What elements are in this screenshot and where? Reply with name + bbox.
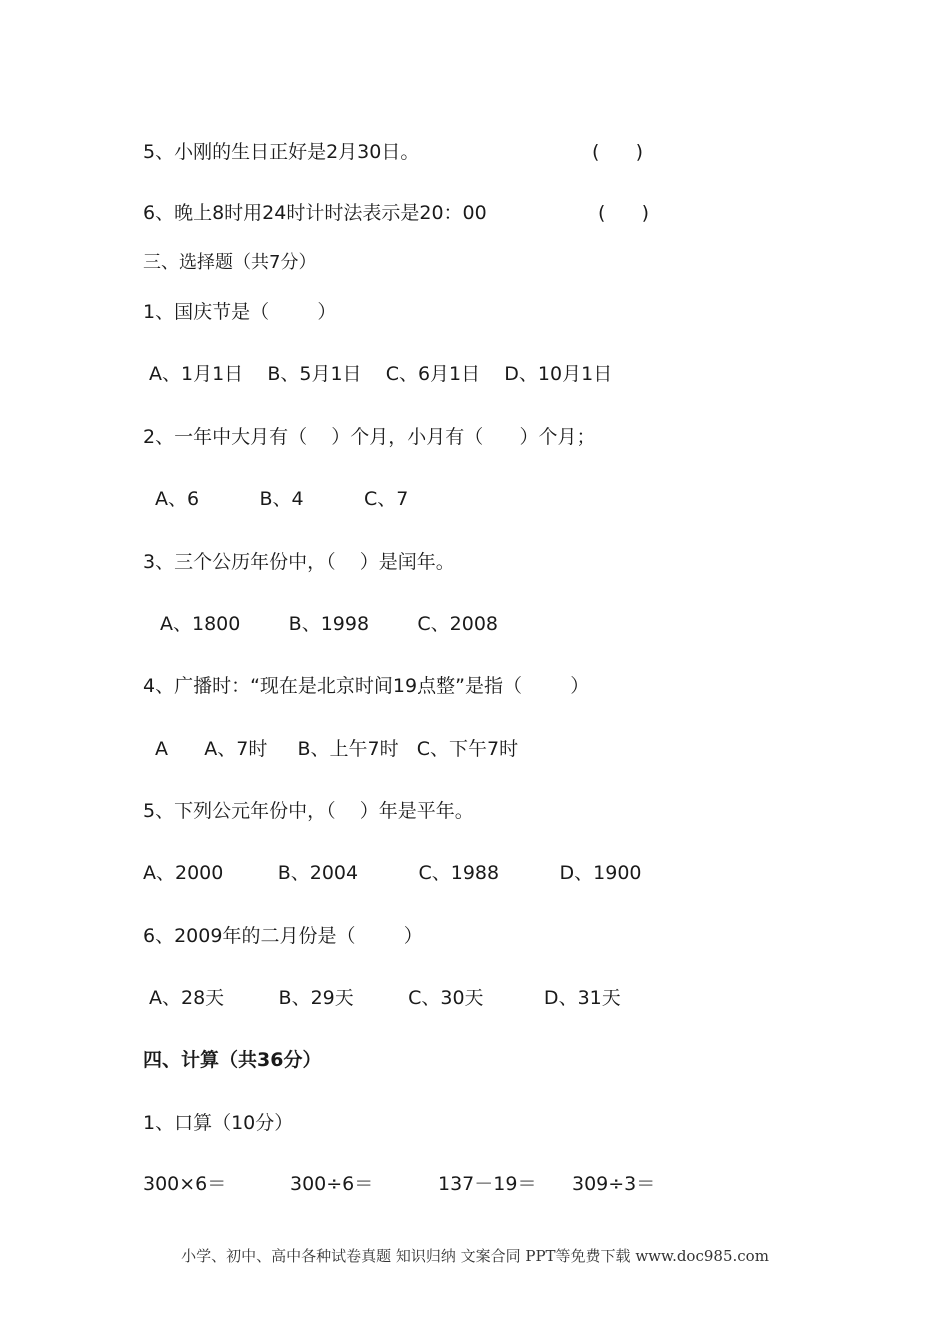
mental-item-1: 300×6＝ (143, 1173, 227, 1195)
mental-item-3: 137－19＝ (438, 1173, 537, 1195)
q6-options: A、28天 B、29天 C、30天 D、31天 (149, 987, 621, 1009)
q3-stem: 3、三个公历年份中，（ ）是闰年。 (143, 551, 455, 573)
q1-options: A、1月1日 B、5月1日 C、6月1日 D、10月1日 (149, 363, 613, 385)
q3-options: A、1800 B、1998 C、2008 (160, 613, 498, 635)
section-3-title: 三、选择题（共7分） (143, 252, 317, 273)
mental-item-2: 300÷6＝ (290, 1173, 374, 1195)
q2-options: A、6 B、4 C、7 (155, 488, 409, 510)
q4-options: A A、7时 B、上午7时 C、下午7时 (155, 738, 519, 760)
q5-stem: 5、下列公元年份中，（ ）年是平年。 (143, 800, 474, 822)
judge-q6-paren: ( ) (598, 202, 650, 224)
q2-stem: 2、一年中大月有（ ）个月，小月有（ ）个月； (143, 426, 596, 448)
section-4-title: 四、计算（共36分） (143, 1049, 322, 1071)
q4-stem: 4、广播时：“现在是北京时间19点整”是指（ ） (143, 675, 590, 697)
q6-stem: 6、2009年的二月份是（ ） (143, 925, 423, 947)
judge-q5-paren: ( ) (592, 141, 644, 163)
q5-options: A、2000 B、2004 C、1988 D、1900 (143, 862, 642, 884)
mental-item-4: 309÷3＝ (572, 1173, 656, 1195)
page-footer: 小学、初中、高中各种试卷真题 知识归纳 文案合同 PPT等免费下载 www.doc985.com (181, 1247, 769, 1265)
q1-stem: 1、国庆节是（ ） (143, 301, 337, 323)
judge-q6: 6、晚上8时用24时计时法表示是20：00 (143, 202, 487, 224)
mental-math-heading: 1、口算（10分） (143, 1112, 294, 1134)
judge-q5: 5、小刚的生日正好是2月30日。 (143, 141, 420, 163)
